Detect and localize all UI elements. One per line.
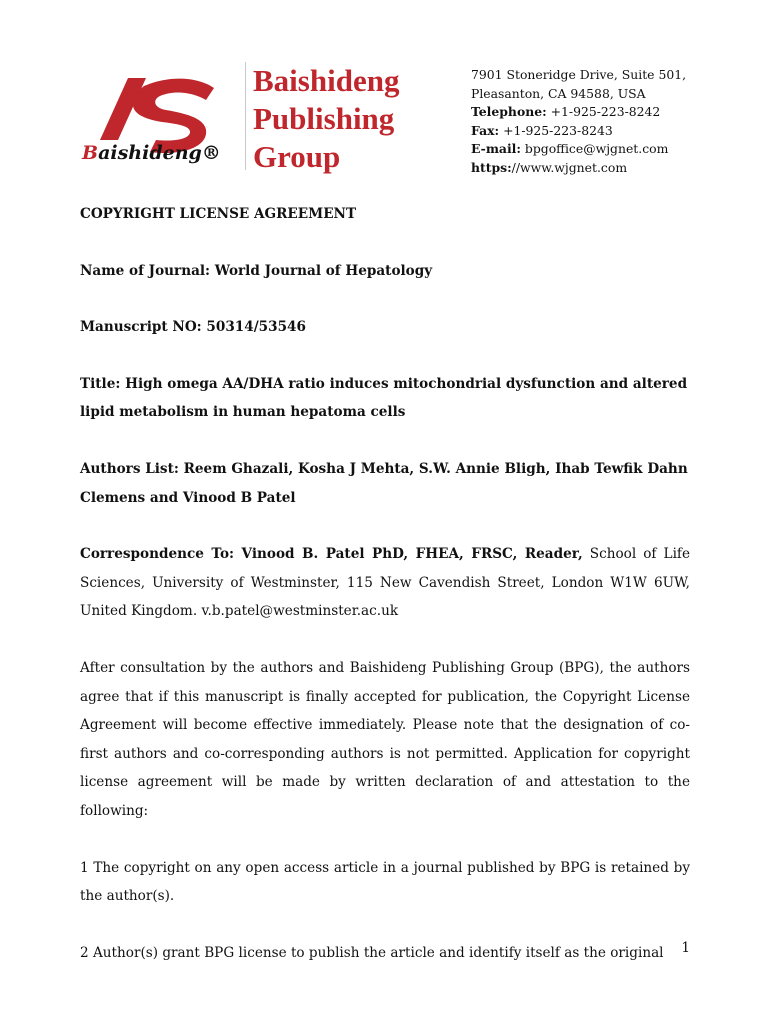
brand-script-name: Baishideng® xyxy=(82,142,221,164)
telephone-line: Telephone: +1-925-223-8242 xyxy=(471,104,661,120)
page-title: COPYRIGHT LICENSE AGREEMENT xyxy=(80,206,357,222)
consultation-paragraph: After consultation by the authors and Baishideng Publishing Group (BPG), the authors agree that if this manuscript is finally accepted for publication, the Copyright License Agreement will become effective immediately. Please note that the designation of co-first authors and co-corresponding authors is not permitted. Application for copyright license agreement will be made by written declaration of and attestation to the following: xyxy=(80,659,690,819)
clause-1: 1 The copyright on any open access article in a journal published by BPG is retained by the author(s). xyxy=(80,859,690,905)
address-line1: 7901 Stoneridge Drive, Suite 501, xyxy=(471,67,687,82)
manuscript-number: Manuscript NO: 50314/53546 xyxy=(80,319,306,336)
publisher-address xyxy=(471,66,751,178)
correspondence: Correspondence To: Vinood B. Patel PhD, FHEA, FRSC, Reader, School of Life Sciences, University of Westminster, 115 New Cavendish Street, London W1W 6UW, United Kingdom. v.b.patel@westminster.ac.uk xyxy=(80,546,691,620)
authors-list: Authors List: Reem Ghazali, Kosha J Mehta, S.W. Annie Bligh, Ihab Tewfik Dahn Clemens and Vinood B Patel xyxy=(80,460,688,506)
agreement-body xyxy=(80,200,690,995)
email-line: E-mail: bpgoffice@wjgnet.com xyxy=(471,141,669,157)
page-number: 1 xyxy=(681,940,690,956)
brand-name-line2: Publishing xyxy=(253,101,395,136)
brand-name xyxy=(253,62,423,176)
clause-2: 2 Author(s) grant BPG license to publish the article and identify itself as the original xyxy=(80,944,664,961)
brand-name-line3: Group xyxy=(253,139,341,174)
address-line2: Pleasanton, CA 94588, USA xyxy=(471,85,646,101)
fax-line: Fax: +1-925-223-8243 xyxy=(471,122,613,138)
article-title: Title: High omega AA/DHA ratio induces mitochondrial dysfunction and altered lipid metabolism in human hepatoma cells xyxy=(80,375,688,421)
brand-divider xyxy=(245,62,246,170)
journal-name: Name of Journal: World Journal of Hepatology xyxy=(80,262,433,279)
website-line: https://www.wjgnet.com xyxy=(471,159,628,175)
brand-name-line1: Baishideng xyxy=(253,63,400,98)
